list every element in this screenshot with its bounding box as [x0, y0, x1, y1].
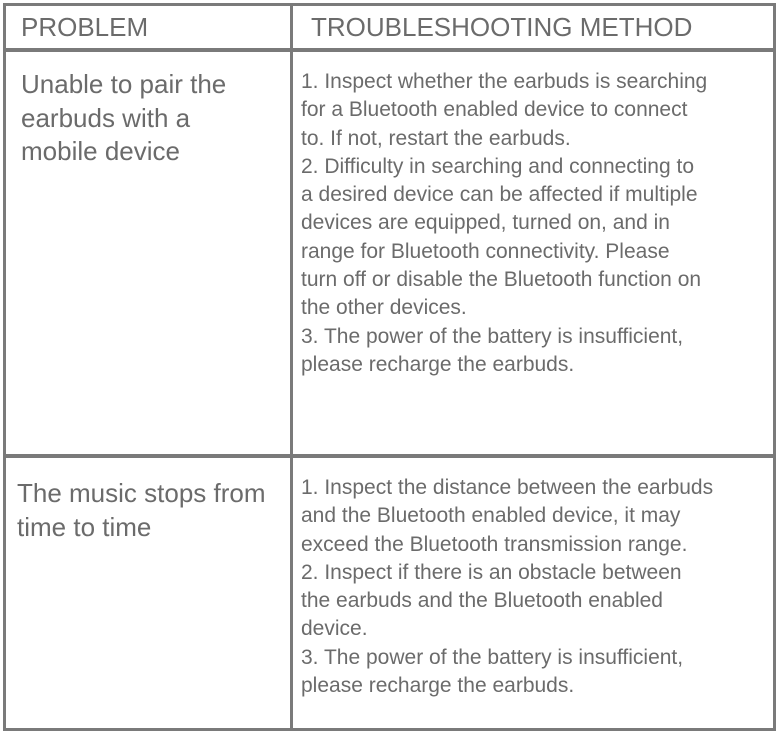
method-text-line: and the Bluetooth enabled device, it may	[301, 504, 681, 528]
method-text-line: device.	[301, 617, 368, 641]
method-text-line: turn off or disable the Bluetooth function on	[301, 268, 702, 292]
method-text-line: 3. The power of the battery is insufficient,	[301, 324, 684, 348]
method-text-line: 2. Inspect if there is an obstacle between	[301, 560, 682, 584]
method-cell	[293, 52, 773, 454]
method-text-line: exceed the Bluetooth transmission range.	[301, 532, 688, 556]
method-text-line: 3. The power of the battery is insufficient,	[301, 645, 684, 669]
table-header-row	[6, 6, 773, 52]
method-text-line: range for Bluetooth connectivity. Please	[301, 239, 670, 263]
problem-text-line: time to time	[17, 511, 152, 542]
troubleshooting-table	[3, 3, 776, 731]
method-text-line: please recharge the earbuds.	[301, 674, 575, 698]
problem-text-line: mobile device	[21, 136, 180, 166]
problem-cell	[6, 458, 293, 728]
method-text-line: 2. Difficulty in searching and connecting to	[301, 154, 695, 178]
method-text-line: devices are equipped, turned on, and in	[301, 211, 670, 235]
method-cell	[293, 458, 773, 728]
method-text-line: to. If not, restart the earbuds.	[301, 126, 571, 150]
method-text-line: please recharge the earbuds.	[301, 352, 575, 376]
method-text-line: 1. Inspect the distance between the earbuds	[301, 476, 714, 499]
method-text-line: the earbuds and the Bluetooth enabled	[301, 589, 663, 613]
method-text-line: for a Bluetooth enabled device to connect	[301, 98, 688, 122]
header-problem: PROBLEM	[6, 6, 293, 48]
method-text-line: a desired device can be affected if multiple	[301, 183, 698, 207]
header-troubleshooting-method: TROUBLESHOOTING METHOD	[311, 12, 693, 42]
table-row	[6, 52, 773, 458]
method-text-line: the other devices.	[301, 296, 467, 320]
method-text-line: 1. Inspect whether the earbuds is searching	[301, 70, 708, 93]
table-row	[6, 458, 773, 728]
problem-text-line: The music stops from	[17, 478, 266, 508]
problem-cell	[6, 52, 293, 454]
problem-text-line: Unable to pair the	[21, 69, 227, 99]
problem-text-line: earbuds with a	[21, 102, 191, 133]
